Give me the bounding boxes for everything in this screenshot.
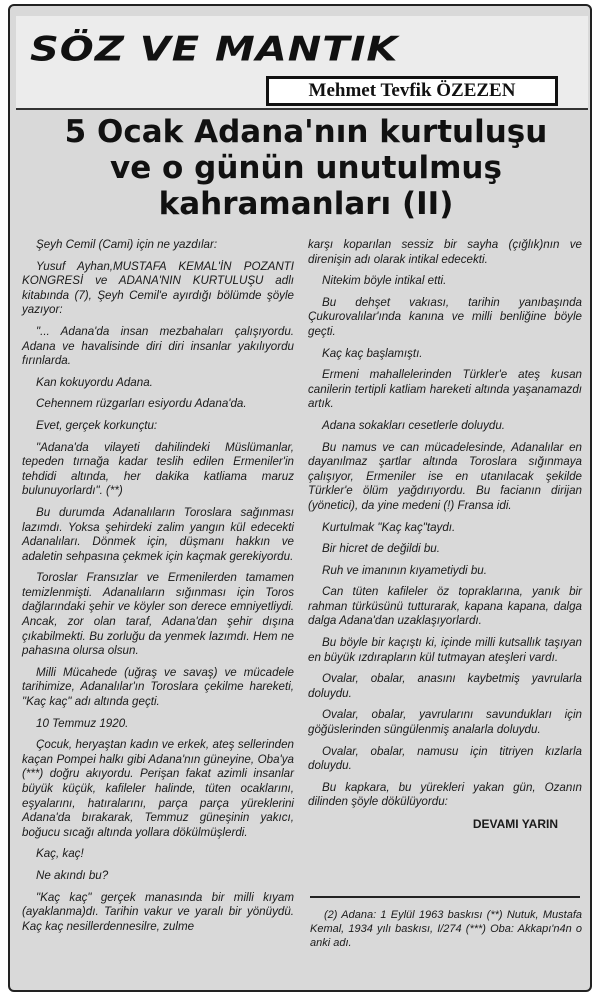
paragraph: Bu böyle bir kaçıştı ki, içinde milli kutsallık taşıyan en büyük ızdırapların kül tutmayan ateşleri vardı. (308, 636, 582, 664)
paragraph: Yusuf Ayhan,MUSTAFA KEMAL'İN POZANTI KONGRESİ ve ADANA'NIN KURTULUŞU adlı kitabında (7), Şeyh Cemil'e ayırdığı bölümde şöyle yazıyor: (22, 259, 294, 317)
paragraph: Toroslar Fransızlar ve Ermenilerden tamamen temizlenmişti. Adanalıların sığınması için Toros dağlarındaki şehir ve köyler son derece emniyetliydi. Ancak, zor olan taraf, Adana'dan şehir dışına çıkabilmekti. Bu zorluğu da yenmek lazımdı. Hem ne pahasına olursa olsun. (22, 571, 294, 658)
column-header (16, 16, 588, 110)
left-column (22, 238, 294, 941)
paragraph: Cehennem rüzgarları esiyordu Adana'da. (36, 397, 247, 411)
paragraph: Çocuk, heryaştan kadın ve erkek, ateş sellerinden kaçan Pompei halkı gibi Adana'nın güneyine, Oba'ya (***) doğru akıyordu. Perişan fakat azimli insanlar büyük küçük, kafileler halinde, tüten ocaklarını, eşyalarını, hatıralarını, parça parça yüreklerini Adana'da bırakarak, Temmuz güneşinin yakıcı, boğucu sıcağı altında yollara dökülmüşlerdi. (22, 738, 294, 839)
paragraph: Bu durumda Adanalıların Toroslara sağınması lazımdı. Yoksa şehirdeki zalim yangın kül edecekti Adanalıları. Dönmek için, düşmanı hakkın ve adaletin sehpasına çekmek için kaçmak gerekiyordu. (22, 505, 294, 563)
paragraph: karşı koparılan sessiz bir sayha (çığlık)nın ve direnişin adı olarak intikal edecekti. (308, 238, 582, 266)
paragraph: Ruh ve imanının kıyametiydi bu. (322, 563, 487, 577)
paragraph: Adana sokakları cesetlerle doluydu. (322, 418, 506, 432)
footnotes: (2) Adana: 1 Eylül 1963 baskısı (**) Nutuk, Mustafa Kemal, 1934 yılı baskısı, I/274 (***) Oba: Akkapı'n4n o anki adı. (310, 909, 582, 949)
paragraph: Kan kokuyordu Adana. (36, 375, 153, 389)
paragraph: Bir hicret de değildi bu. (322, 542, 440, 556)
paragraph: Ermeni mahallelerinden Türkler'e ateş kusan canilerin tertipli katliam hareketi altında yaşanamazdı artık. (308, 368, 582, 411)
paragraph: Kaç kaç başlamıştı. (322, 346, 423, 360)
paragraph: Can tüten kafileler öz topraklarına, yanık bir rahman türküsünü tutturarak, kapana kapana, dalga dalga Adana'dan uzaklaşıyorlardı. (308, 585, 582, 628)
paragraph: Milli Mücahede (uğraş ve savaş) ve mücadele tarihimize, Adanalılar'ın Toroslara çekilme hareketi, "Kaç kaç" adı altında geçti. (22, 665, 294, 709)
paragraph: Nitekim böyle intikal etti. (322, 274, 447, 288)
article-title (30, 114, 582, 222)
paragraph: 10 Temmuz 1920. (36, 716, 129, 730)
paragraph: Evet, gerçek korkunçtu: (36, 418, 158, 432)
title-line-2: ve o günün unutulmuş (110, 150, 502, 186)
paragraph: Bu kapkara, bu yürekleri yakan gün, Ozanın dilinden şöyle dökülüyordu: (308, 780, 582, 809)
continued-tomorrow: DEVAMI YARIN (472, 817, 558, 831)
title-line-3: kahramanları (II) (158, 186, 454, 222)
paragraph: "Kaç kaç" gerçek manasında bir milli kıyam (ayaklanma)dı. Tarihin vakur ve yaralı bir yönüydü. Kaç kaç nesillerdennesilre, zulme (22, 890, 294, 933)
paragraph: Bu dehşet vakıası, tarihin yanıbaşında Çukurovalılar'ında kanına ve milli benliğine böyle geçti. (308, 295, 582, 338)
paragraph: Bu namus ve can mücadelesinde, Adanalılar en dayanılmaz şartlar altında Toroslara sığınmaya çalışıyor, Ermeniler ise en utanılacak şekilde Türkler'e ölüm yağdırıyordu. Bu facianın dirijan (yönetici), da yine medeni (!) Fransa idi. (308, 440, 582, 512)
paragraph: "Adana'da vilayeti dahilindeki Müslümanlar, tepeden tırnağa kadar teslih edilen Ermeniler'in tehdidi altında, her dakika katliama maruz bulunuyorlardı". (**) (22, 440, 294, 498)
newspaper-clipping (8, 4, 592, 992)
paragraph: Ovalar, obalar, yavrularını savundukları için göğüslerinden süngülenmiş analarla doluydu. (308, 708, 582, 737)
paragraph: Şeyh Cemil (Cami) için ne yazdılar: (36, 238, 218, 251)
footnote-divider (310, 896, 580, 898)
column-name: SÖZ VE MANTIK (30, 30, 399, 70)
author-name: Mehmet Tevfik ÖZEZEN (266, 76, 558, 106)
paragraph: Ovalar, obalar, namusu için titriyen kızlarla doluydu. (308, 744, 582, 773)
right-column (308, 238, 582, 839)
paragraph: Ne akındı bu? (36, 868, 109, 882)
paragraph: Ovalar, obalar, anasını kaybetmiş yavrularla doluydu. (308, 672, 582, 700)
paragraph: "... Adana'da insan mezbahaları çalışıyordu. Adana ve havalisinde diri diri insanlar yakılıyordu fırınlarda. (22, 324, 294, 368)
paragraph: Kurtulmak "Kaç kaç"taydı. (322, 520, 456, 534)
title-line-1: 5 Ocak Adana'nın kurtuluşu (64, 114, 548, 150)
paragraph: Kaç, kaç! (36, 847, 84, 861)
